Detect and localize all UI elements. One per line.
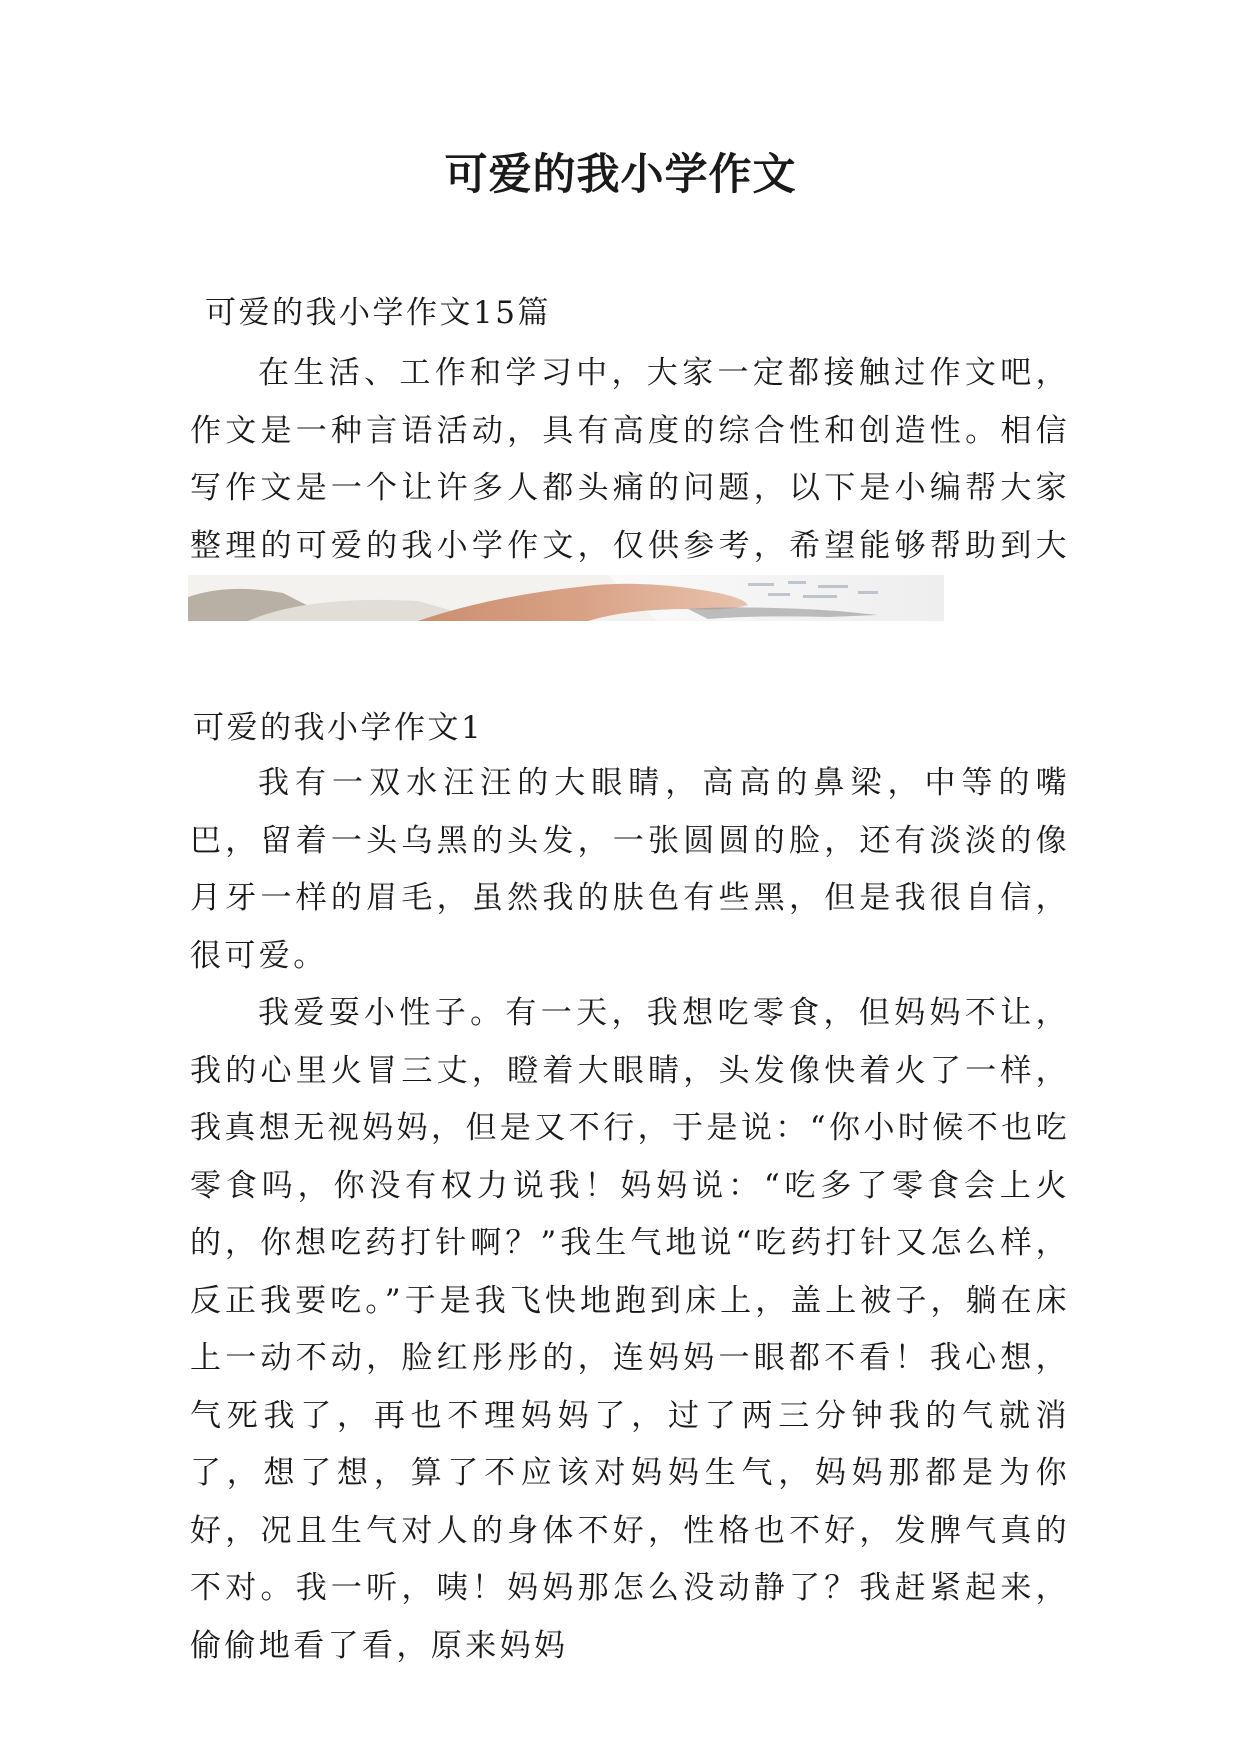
intro-paragraph: 在生活、工作和学习中，大家一定都接触过作文吧，作文是一种言语活动，具有高度的综合性和创造性。相信写作文是一个让许多人都头痛的问题，以下是小编帮大家整理的可爱的我小学作文，仅供参考，希望能够帮助到大	[190, 355, 1070, 564]
writing-hand-image	[188, 575, 944, 621]
section-body	[190, 755, 1070, 1675]
section-paragraph: 我爱耍小性子。有一天，我想吃零食，但妈妈不让，我的心里火冒三丈，瞪着大眼睛，头发像快着火了一样，我真想无视妈妈，但是又不行，于是说：“你小时候不也吃零食吗，你没有权力说我！妈妈说：“吃多了零食会上火的，你想吃药打针啊？”我生气地说“吃药打针又怎么样，反正我要吃。”于是我飞快地跑到床上，盖上被子，躺在床上一动不动，脸红彤彤的，连妈妈一眼都不看！我心想，气死我了，再也不理妈妈了，过了两三分钟我的气就消了，想了想，算了不应该对妈妈生气，妈妈那都是为你好，况且生气对人的身体不好，性格也不好，发脾气真的不对。我一听，咦！妈妈那怎么没动静了？我赶紧起来，偷偷地看了看，原来妈妈	[190, 995, 1070, 1664]
document-title: 可爱的我小学作文	[444, 150, 797, 200]
document-subtitle: 可爱的我小学作文15篇	[205, 295, 551, 331]
section-heading: 可爱的我小学作文1	[193, 710, 484, 746]
decorative-photo-strip	[188, 575, 944, 621]
section-paragraph: 我有一双水汪汪的大眼睛，高高的鼻梁，中等的嘴巴，留着一头乌黑的头发，一张圆圆的脸，还有淡淡的像月牙一样的眉毛，虽然我的肤色有些黑，但是我很自信，很可爱。	[190, 765, 1070, 974]
